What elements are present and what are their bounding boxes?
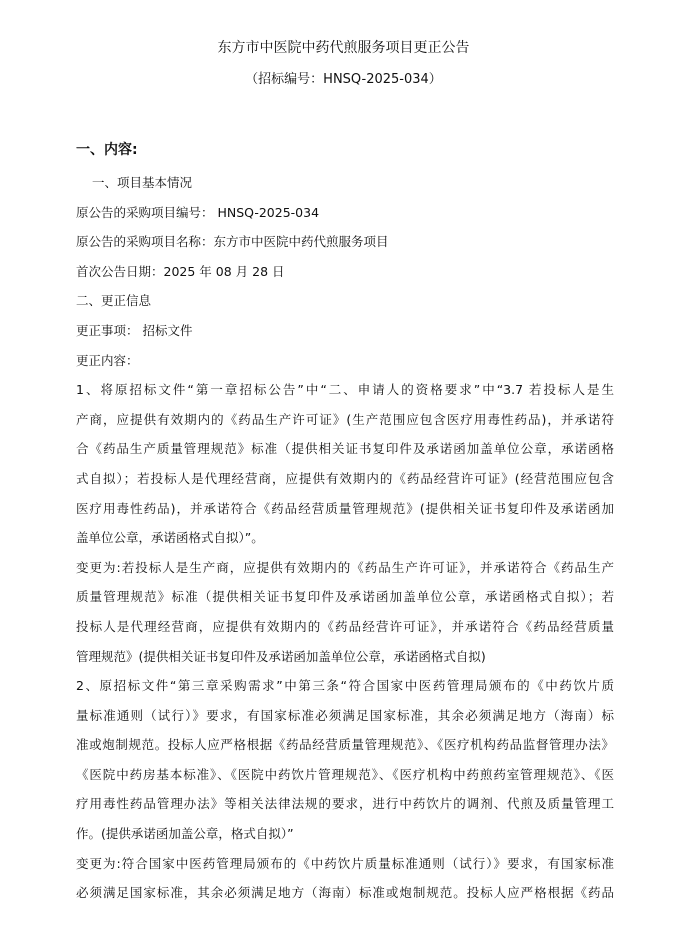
paragraph-line: 医疗用毒性药品)，并承诺符合《药品经营质量管理规范》(提供相关证书复印件及承诺函加 xyxy=(76,500,614,516)
original-project-name: 原公告的采购项目名称：东方市中医院中药代煎服务项目 xyxy=(76,234,389,250)
paragraph-line: 《医院中药房基本标准》、《医院中药饮片管理规范》、《医疗机构中药煎药室管理规范》、《医 xyxy=(76,766,614,782)
paragraph-line: 产商，应提供有效期内的《药品生产许可证》(生产范围应包含医疗用毒性药品)，并承诺符 xyxy=(76,411,614,427)
correction-content-label: 更正内容： xyxy=(76,352,139,368)
announcement-body xyxy=(76,168,614,908)
paragraph-line: 质量管理规范》标准（提供相关证书复印件及承诺函加盖单位公章，承诺函格式自拟）；若 xyxy=(76,589,614,605)
paragraph-line: 盖单位公章，承诺函格式自拟）”。 xyxy=(76,530,264,546)
section-heading: 一、内容: xyxy=(76,142,138,158)
paragraph-line: 必须满足国家标准，其余必须满足地方（海南）标准或炮制规范。投标人应严格根据《药品 xyxy=(76,885,614,901)
paragraph-line: 作。(提供承诺函加盖公章，格式自拟）” xyxy=(76,826,294,842)
document-title: 东方市中医院中药代煎服务项目更正公告 xyxy=(217,40,470,56)
paragraph-line: 2、原招标文件“第三章采购需求”中第三条“符合国家中医药管理局颁布的《中药饮片质 xyxy=(76,678,614,694)
correction-item: 更正事项： 招标文件 xyxy=(76,322,193,338)
paragraph-line: 1、将原招标文件“第一章招标公告”中“二、申请人的资格要求”中“3.7 若投标人是生 xyxy=(76,382,614,398)
paragraph-line: 投标人是代理经营商，应提供有效期内的《药品经营许可证》，并承诺符合《药品经营质量 xyxy=(76,618,614,634)
paragraph-line: 准或炮制规范。投标人应严格根据《药品经营质量管理规范》、《医疗机构药品监督管理办法》 xyxy=(76,737,614,753)
paragraph-line: 变更为:符合国家中医药管理局颁布的《中药饮片质量标准通则（试行）》要求，有国家标准 xyxy=(76,855,614,871)
tender-number: （招标编号：HNSQ-2025-034） xyxy=(245,72,442,87)
paragraph-line: 管理规范》(提供相关证书复印件及承诺函加盖单位公章，承诺函格式自拟) xyxy=(76,648,486,664)
paragraph-line: 量标准通则（试行）》要求，有国家标准必须满足国家标准，其余必须满足地方（海南）标 xyxy=(76,707,614,723)
first-announcement-date: 首次公告日期：2025 年 08 月 28 日 xyxy=(76,263,285,279)
subsection-heading-basic-info: 一、项目基本情况 xyxy=(92,175,193,190)
paragraph-line: 疗用毒性药品管理办法》等相关法律法规的要求，进行中药饮片的调剂、代煎及质量管理工 xyxy=(76,796,614,812)
subsection-heading-correction: 二、更正信息 xyxy=(76,293,152,309)
original-project-number: 原公告的采购项目编号： HNSQ-2025-034 xyxy=(76,204,320,220)
paragraph-line: 变更为:若投标人是生产商，应提供有效期内的《药品生产许可证》，并承诺符合《药品生产 xyxy=(76,559,614,575)
paragraph-line: 合《药品生产质量管理规范》标准（提供相关证书复印件及承诺函加盖单位公章，承诺函格 xyxy=(76,441,614,457)
paragraph-line: 式自拟）；若投标人是代理经营商，应提供有效期内的《药品经营许可证》(经营范围应包含 xyxy=(76,470,614,486)
